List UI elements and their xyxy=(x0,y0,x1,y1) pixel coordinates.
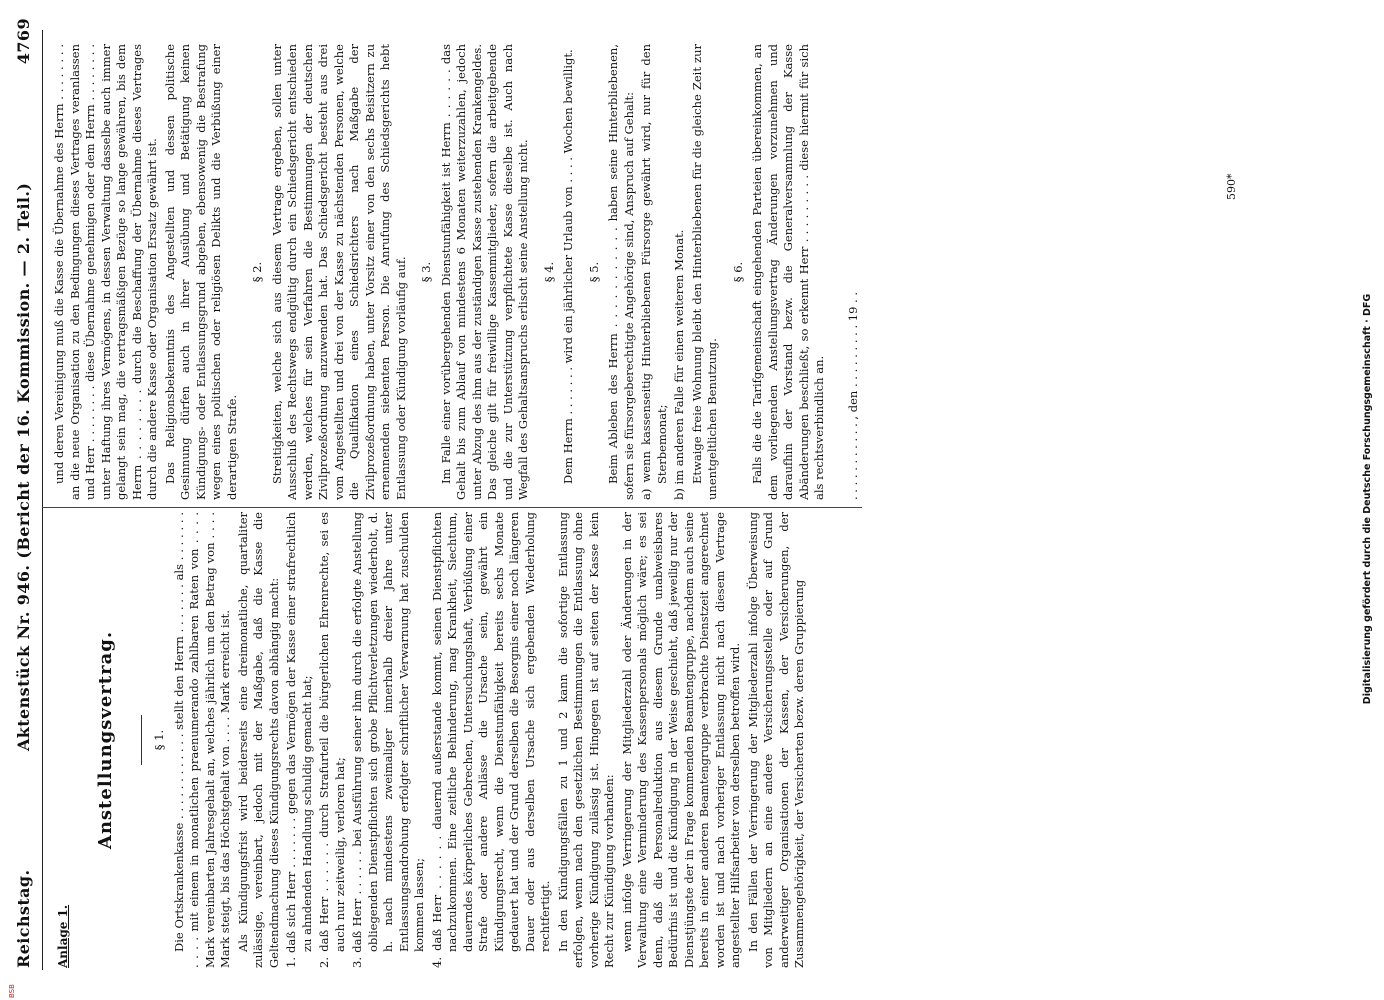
list-item: 1. daß sich Herr . . . . . . . gegen das Vermögen der Kasse einer strafrechtlich zu ahndenden Handlung schuldig gemacht hat; xyxy=(284,512,314,968)
paragraph: Die Ortskrankenkasse . . . . . . . . . . . . stellt den Herrn . . . . . . . als . . . . . . . . . . . mit einem in monatlichen praenumerando zahlbaren Raten von . . . . Mark vereinbarten Jahresgehalt an, welches jährlich um den Betrag von . . . . Mark steigt, bis das Höchstgehalt von . . . . Mark erreicht ist. xyxy=(171,512,232,968)
list-item: 4. daß Herr . . . . . . dauernd außerstande kommt, seinen Dienstpflichten nachzukommen. Eine zeitliche Behinderung, mag Krankheit, Siechtum, dauerndes körperliches Gebrechen, Untersuchungshaft, Verbüßung einer Strafe oder andere Anlässe die Ursache sein, gewährt ein Kündigungsrecht, wenn die Dienstunfähigkeit bereits sechs Monate gedauert hat und der Grund derselben die Besorgnis einer noch längeren Dauer oder aus derselben Ursache sich ergebenden Wiederholung rechtfertigt. xyxy=(429,512,552,968)
title-rule xyxy=(141,715,142,765)
section-2-heading: § 2. xyxy=(250,261,264,283)
section-1-heading: § 1. xyxy=(152,729,166,751)
paragraph: und deren Vereinigung muß die Kasse die Übernahme des Herrn . . . . . . . . an die neue Organisation zu den Bedingungen dieses Vertrages veranlassen und Herr . . . . . . . . diese Übernahme genehmigen oder dem Herrn . . . . . . . . unter Haftung ihres Vermögens, in dessen Verwaltung dasselbe auch immer gelangt sein mag, die vertragsmäßigen Bezüge so lange gewähren, bis dem Herrn . . . . . . . . durch die Beschaffung der Übernahme dieses Vertrages durch die andere Kasse oder Organisation Ersatz gewährt ist. xyxy=(52,44,159,500)
list-item: 3. daß Herr . . . . . . bei Ausführung seiner ihm durch die erfolgte Anstellung obliegenden Dienstpflichten sich grobe Pflichtverletzungen wiederholt, d. h. nach mindestens zweimaliger innerhalb dreier Jahre unter Entlassungsandrohung erfolgter schriftlicher Verwarnung hat zuschulden kommen lassen; xyxy=(350,512,426,968)
header-rule xyxy=(42,30,43,970)
signature-line: . . . . . . . . . . . , den . . . . . . . . . 19 . . xyxy=(845,291,860,500)
funding-note: Digitalisierung gefördert durch die Deutsche Forschungsgemeinschaft · DFG xyxy=(1362,293,1373,705)
appendix-label: Anlage 1. xyxy=(56,904,70,968)
paragraph: In den Fällen der Verringerung der Mitgliederzahl infolge Überweisung von Mitgliedern an eine andere Versicherungsstelle oder auf Grund anderweitiger Organisationen der Kassen, der Versicherungen, der Zusammengehörigkeit, der Versicherten bezw. deren Gruppierung xyxy=(745,512,806,968)
header-left: Reichstag. xyxy=(13,869,33,968)
right-column xyxy=(52,44,872,500)
section-5-heading: § 5. xyxy=(586,261,601,283)
paragraph: Im Falle einer vorübergehenden Dienstunfähigkeit ist Herrn . . . . . . das Gehalt bis zum Ablauf von mindestens 6 Monaten weiterzuzahlen, jedoch unter Abzug des ihm aus der zuständigen Kasse zustehenden Krankengeldes. Das gleiche gilt für freiwillige Kassenmitglieder, sofern die arbeitgebende und die zur Unterstützung verpflichtete Kasse dieselbe ist. Auch nach Wegfall des Gehaltsanspruchs erlischt seine Anstellung nicht. xyxy=(438,44,530,500)
section-3-heading: § 3. xyxy=(419,261,433,283)
column-divider xyxy=(42,507,862,508)
paragraph: wenn infolge Verringerung der Mitgliederzahl oder Änderungen in der Verwaltung eine Verminderung des Kassenpersonals möglich wäre; es sei denn, daß die Personalreduktion aus diesem Grunde unabweisbares Bedürfnis ist und die Kündigung in der Weise geschieht, daß jeweilig nur der Dienstjüngste der in Frage kommenden Beamtengruppe, nachdem auch seine bereits in einer anderen Beamtengruppe verbrachte Dienstzeit angerechnet worden ist und nach vorheriger Entlassung nicht nach diesem Vertrage angestellter Hilfsarbeiter von derselben betroffen wird. xyxy=(619,512,742,968)
paragraph: Etwaige freie Wohnung bleibt den Hinterbliebenen für die gleiche Zeit zur unentgeltlichen Benutzung. xyxy=(689,44,719,500)
section-6-heading: § 6. xyxy=(730,261,745,283)
document-title: Anstellungsvertrag. xyxy=(94,630,116,850)
sheet-marker: 590* xyxy=(1225,173,1238,200)
page-number: 4769 xyxy=(13,18,33,65)
paragraph: Beim Ableben des Herrn . . . . . . . . . . . haben seine Hinterbliebenen, sofern sie fürsorgeberechtigte Angehörige sind, Anspruch auf Gehalt: xyxy=(606,44,636,500)
page-header xyxy=(8,18,38,968)
list-item: b) im anderen Falle für einen weiteren Monat. xyxy=(672,229,686,500)
paragraph: Als Kündigungsfrist wird beiderseits eine dreimonatliche, quartaliter zulässige, vereinbart, jedoch mit der Maßgabe, daß die Kasse die Geltendmachung dieses Kündigungsrechts davon abhängig macht: xyxy=(235,512,281,968)
library-stamp: BSB xyxy=(8,984,16,998)
paragraph: In den Kündigungsfällen zu 1 und 2 kann die sofortige Entlassung erfolgen, wenn nach den gesetzlichen Bestimmungen die Entlassung ohne vorherige Kündigung zulässig ist. Hingegen ist auf seiten der Kasse kein Recht zur Kündigung vorhanden: xyxy=(555,512,616,968)
list-item: 2. daß Herr . . . . . . durch Strafurteil die bürgerlichen Ehrenrechte, sei es auch nur zeitweilig, verloren hat; xyxy=(317,512,347,968)
section-4-heading: § 4. xyxy=(541,261,556,283)
paragraph: Das Religionsbekenntnis des Angestellten und dessen politische Gesinnung dürfen auch in ihrer Ausübung und Betätigung keinen Kündigungs- oder Entlassungsgrund abgeben, ebensowenig die Bestrafung wegen eines politischen oder religiösen Delikts und die Verbüßung einer derartigen Strafe. xyxy=(162,44,239,500)
header-middle: Aktenstück Nr. 946. (Bericht der 16. Kommission. — 2. Teil.) xyxy=(13,182,33,752)
paragraph: Streitigkeiten, welche sich aus diesem Vertrage ergeben, sollen unter Ausschluß des Rechtswegs endgültig durch ein Schiedsgericht entschieden werden, welches für sein Verfahren die Bestimmungen der deutschen Zivilprozeßordnung anzuwenden hat. Das Schiedsgericht besteht aus drei vom Angestellten und drei von der Kasse zu nächstenden Personen, welche die Qualifikation eines Schiedsrichters nach Maßgabe der Zivilprozeßordnung haben, unter Vorsitz einer von den sechs Beisitzern zu ernennenden siebenten Person. Die Anrufung des Schiedsgerichts hebt Entlassung oder Kündigung vorläufig auf. xyxy=(269,44,408,500)
paragraph: Dem Herrn . . . . . . . wird ein jährlicher Urlaub von . . . . Wochen bewilligt. xyxy=(561,49,575,484)
list-item: a) wenn kassenseitig Hinterbliebenen Fürsorge gewährt wird, nur für den Sterbemonat; xyxy=(639,44,669,500)
paragraph: Falls die die Tarifgemeinschaft eingehenden Parteien übereinkommen, an dem vorliegenden Anstellungsvertrag Änderungen vorzunehmen und daraufhin der Vorstand bezw. die Generalversammlung der Kasse Abänderungen beschließt, so erkennt Herr . . . . . . . . . diese hiermit für sich als rechtsverbindlich an. xyxy=(750,44,826,500)
left-column xyxy=(52,512,872,968)
